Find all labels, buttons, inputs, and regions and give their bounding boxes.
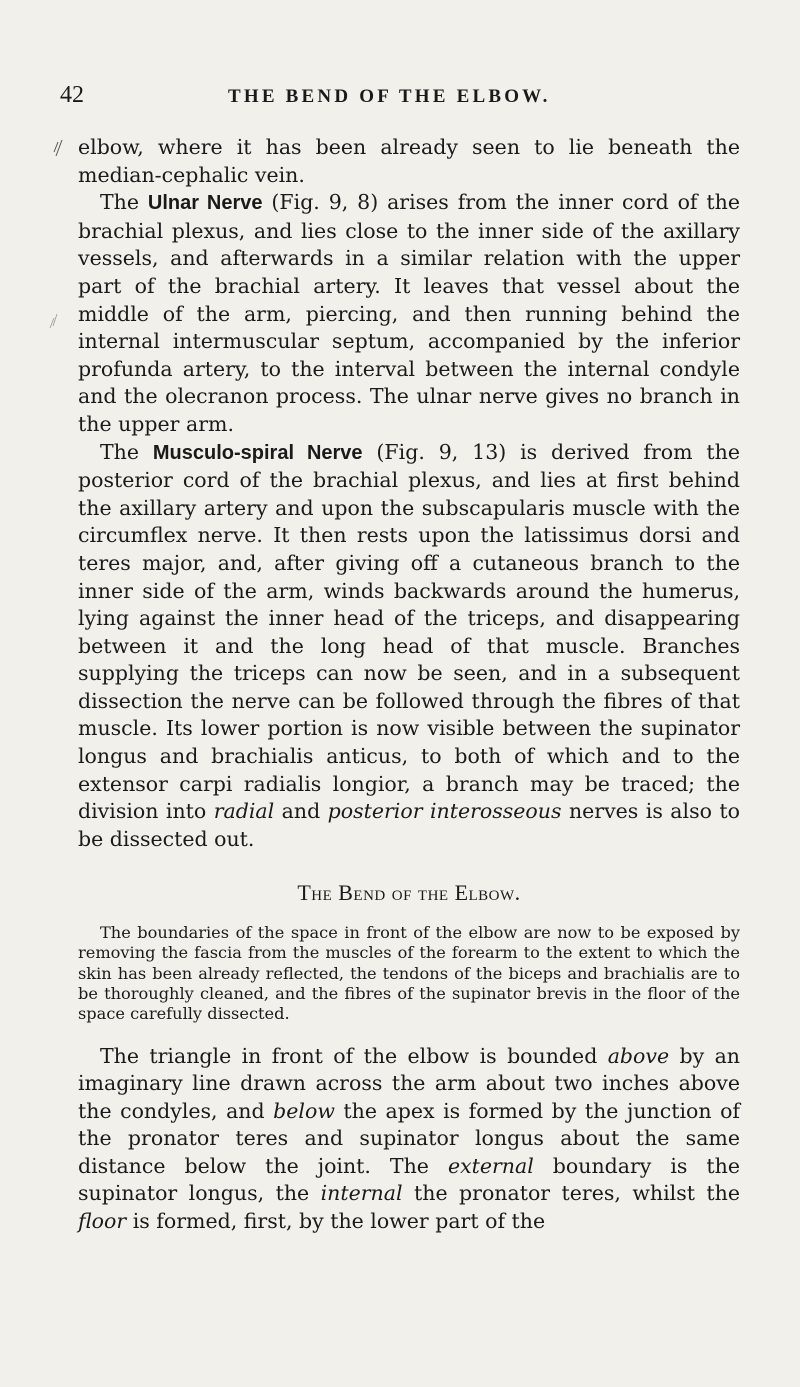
italic-term: internal xyxy=(320,1181,403,1206)
italic-term: external xyxy=(447,1153,534,1178)
italic-term: radial xyxy=(213,799,275,824)
page-number: 42 xyxy=(60,82,84,108)
nerve-heading-ulnar: Ulnar Nerve xyxy=(147,192,263,215)
paragraph-ulnar-nerve xyxy=(78,189,740,438)
section-heading: The Bend of the Elbow. xyxy=(297,880,521,906)
paragraph-text: (Fig. 9, 13) is derived from the posterior cord of the brachial plexus, and lies at first behind the axillary artery and upon the subscapularis muscle with the circumflex nerve. It then rests upon the latissimus dorsi and teres major, and, after giving off a cutaneous branch to the inner side of the arm, winds backwards around the humerus, lying against the inner head of the triceps, and disappearing between it and the long head of that muscle. Branches supplying the triceps can now be seen, and in a subsequent dissection the nerve can be followed through the fibres of that muscle. Its lower portion is now visible between the supinator longus and brachialis anticus, to both of which and to the extensor carpi radialis longior, a branch may be traced; the division into xyxy=(78,439,740,824)
nerve-heading-musculo-spiral: Musculo-spiral Nerve xyxy=(152,441,363,464)
paragraph-text: The triangle in front of the elbow is bounded xyxy=(100,1043,608,1068)
paragraph-dissection-instructions: The boundaries of the space in front of the elbow are now to be exposed by removing the fascia from the muscles of the forearm to the extent to which the skin has been already reflected, the tendons of the biceps and brachialis are to be thoroughly cleaned, and the fibres of the supinator brevis in the floor of the space carefully dissected. xyxy=(78,923,740,1024)
margin-speck-marks xyxy=(48,138,68,338)
paragraph-text: the pronator teres, whilst the xyxy=(402,1181,740,1206)
italic-term: below xyxy=(273,1098,335,1123)
paragraph-text: and xyxy=(274,799,328,824)
paragraph-text: boundary is the supinator longus, the xyxy=(78,1153,740,1206)
paragraph-text: The xyxy=(100,439,153,464)
italic-term: posterior interosseous xyxy=(327,799,562,824)
body-text xyxy=(78,134,740,1236)
paragraph-text: is formed, first, by the lower part of the xyxy=(126,1209,546,1234)
paragraph-text: by an imaginary line drawn across the arm about two inches above the condyles, and xyxy=(78,1043,740,1123)
paragraph-text: the apex is formed by the junction of the pronator teres and supinator longus about the same distance below the joint. The xyxy=(78,1098,741,1178)
running-title: THE BEND OF THE ELBOW. xyxy=(228,86,551,107)
paragraph-text: The xyxy=(100,190,148,215)
italic-term: above xyxy=(607,1043,670,1068)
running-head xyxy=(60,82,740,112)
paragraph-text: nerves is also to be dissected out. xyxy=(78,799,740,851)
italic-term: floor xyxy=(78,1209,127,1234)
paragraph-continuation: elbow, where it has been already seen to lie beneath the median-cephalic vein. xyxy=(78,135,740,187)
paragraph-text: (Fig. 9, 8) arises from the inner cord of the brachial plexus, and lies close to the inner side of the axillary vessels, and afterwards in a similar relation with the upper part of the brachial artery. It leaves that vessel about the middle of the arm, piercing, and then running behind the internal intermuscular septum, accompanied by the inferior profunda artery, to the interval between the internal condyle and the olecranon process. The ulnar nerve gives no branch in the upper arm. xyxy=(78,190,740,436)
paragraph-musculo-spiral-nerve xyxy=(78,439,740,854)
paragraph-triangle xyxy=(78,1043,740,1236)
